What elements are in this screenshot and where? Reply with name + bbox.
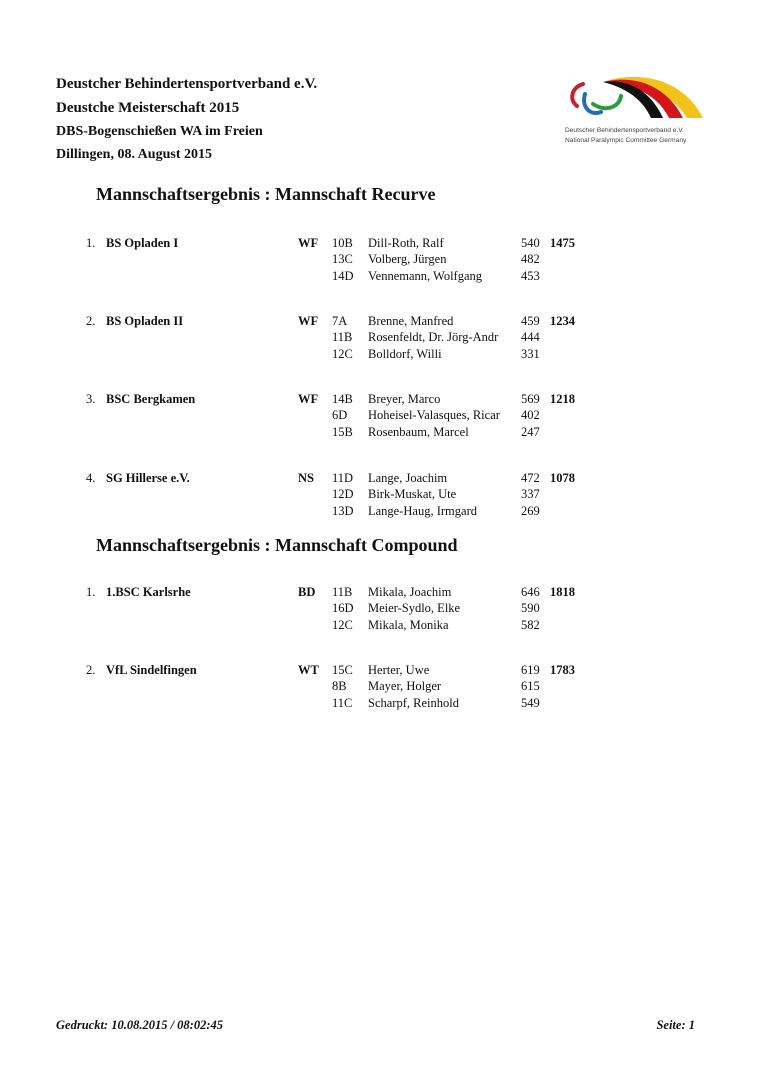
team-result [0, 392, 763, 452]
member-name: Scharpf, Reinhold [368, 695, 459, 710]
member-target: 11B [332, 330, 353, 345]
team-result [0, 471, 763, 531]
team-total: 1078 [550, 471, 575, 485]
member-score: 590 [521, 601, 540, 616]
member-row [0, 347, 763, 363]
team-class: NS [298, 471, 314, 485]
member-target: 14B [332, 392, 353, 406]
member-name: Brenne, Manfred [368, 314, 454, 328]
member-score: 459 [521, 314, 540, 328]
member-name: Meier-Sydlo, Elke [368, 601, 461, 616]
team-name: BS Opladen II [106, 314, 184, 328]
member-score: 453 [521, 268, 540, 283]
championship-title: Deustche Meisterschaft 2015 [56, 100, 240, 116]
member-row [0, 330, 763, 346]
member-name: Volberg, Jürgen [368, 252, 447, 267]
team-name: BS Opladen I [106, 236, 179, 250]
member-score: 472 [521, 471, 540, 485]
member-row [0, 679, 763, 695]
member-score: 549 [521, 695, 540, 710]
member-score: 646 [521, 585, 540, 599]
team-class: BD [298, 585, 316, 599]
team-name: VfL Sindelfingen [106, 663, 197, 677]
member-row [0, 618, 763, 634]
logo-graphic [563, 70, 705, 126]
member-row [0, 487, 763, 503]
dbs-logo [563, 70, 705, 150]
member-score: 402 [521, 408, 540, 423]
team-rank: 1. [86, 585, 96, 599]
member-row [0, 236, 763, 252]
member-target: 15C [332, 663, 353, 677]
member-score: 615 [521, 679, 540, 694]
team-result [0, 585, 763, 645]
team-total: 1818 [550, 585, 575, 599]
team-name: BSC Bergkamen [106, 392, 196, 406]
member-name: Herter, Uwe [368, 663, 430, 677]
member-score: 337 [521, 487, 540, 502]
member-row [0, 314, 763, 330]
member-target: 11D [332, 471, 354, 485]
logo-text-line2: National Paralympic Committee Germany [565, 137, 687, 144]
member-score: 540 [521, 236, 540, 250]
member-target: 16D [332, 601, 354, 616]
member-row [0, 269, 763, 285]
member-name: Rosenfeldt, Dr. Jörg-Andr [368, 330, 499, 345]
member-row [0, 252, 763, 268]
team-class: WF [298, 236, 319, 250]
member-name: Hoheisel-Valasques, Ricar [368, 408, 500, 423]
location-date: Dillingen, 08. August 2015 [56, 147, 212, 162]
member-row [0, 471, 763, 487]
member-row [0, 696, 763, 712]
team-result [0, 314, 763, 374]
member-row [0, 504, 763, 520]
member-target: 15B [332, 424, 353, 439]
team-total: 1475 [550, 236, 575, 250]
team-rank: 2. [86, 663, 96, 677]
member-target: 14D [332, 268, 354, 283]
member-score: 582 [521, 617, 540, 632]
member-name: Dill-Roth, Ralf [368, 236, 444, 250]
team-class: WF [298, 314, 319, 328]
member-target: 13C [332, 252, 353, 267]
member-target: 10B [332, 236, 353, 250]
member-target: 12D [332, 487, 354, 502]
member-row [0, 408, 763, 424]
team-rank: 1. [86, 236, 96, 250]
member-target: 11C [332, 695, 353, 710]
team-class: WF [298, 392, 319, 406]
member-name: Birk-Muskat, Ute [368, 487, 457, 502]
member-target: 13D [332, 503, 354, 518]
team-total: 1783 [550, 663, 575, 677]
printed-timestamp: Gedruckt: 10.08.2015 / 08:02:45 [56, 1018, 223, 1032]
section-title: Mannschaftsergebnis : Mannschaft Recurve [96, 184, 436, 204]
member-score: 619 [521, 663, 540, 677]
team-result [0, 236, 763, 296]
member-row [0, 663, 763, 679]
member-target: 12C [332, 346, 353, 361]
member-name: Mikala, Monika [368, 617, 449, 632]
team-total: 1234 [550, 314, 575, 328]
member-name: Mayer, Holger [368, 679, 442, 694]
member-score: 482 [521, 252, 540, 267]
member-score: 569 [521, 392, 540, 406]
member-target: 6D [332, 408, 348, 423]
page-number: Seite: 1 [656, 1018, 695, 1032]
member-target: 12C [332, 617, 353, 632]
org-name: Deustcher Behindertensportverband e.V. [56, 76, 318, 92]
member-target: 8B [332, 679, 347, 694]
member-row [0, 585, 763, 601]
member-row [0, 425, 763, 441]
team-name: SG Hillerse e.V. [106, 471, 190, 485]
member-name: Vennemann, Wolfgang [368, 268, 483, 283]
member-score: 247 [521, 424, 540, 439]
team-total: 1218 [550, 392, 575, 406]
member-name: Lange-Haug, Irmgard [368, 503, 477, 518]
member-row [0, 601, 763, 617]
team-rank: 3. [86, 392, 96, 406]
section-title: Mannschaftsergebnis : Mannschaft Compound [96, 535, 458, 555]
member-target: 11B [332, 585, 353, 599]
member-row [0, 392, 763, 408]
discipline-title: DBS-Bogenschießen WA im Freien [56, 124, 263, 139]
logo-text-line1: Deutscher Behindertensportverband e.V. [565, 127, 684, 134]
member-name: Rosenbaum, Marcel [368, 424, 469, 439]
member-score: 331 [521, 346, 540, 361]
member-name: Mikala, Joachim [368, 585, 452, 599]
team-class: WT [298, 663, 319, 677]
team-rank: 2. [86, 314, 96, 328]
member-score: 269 [521, 503, 540, 518]
member-target: 7A [332, 314, 348, 328]
team-rank: 4. [86, 471, 96, 485]
member-name: Bolldorf, Willi [368, 346, 442, 361]
team-name: 1.BSC Karlsrhe [106, 585, 191, 599]
member-name: Breyer, Marco [368, 392, 441, 406]
member-score: 444 [521, 330, 540, 345]
member-name: Lange, Joachim [368, 471, 448, 485]
team-result [0, 663, 763, 723]
